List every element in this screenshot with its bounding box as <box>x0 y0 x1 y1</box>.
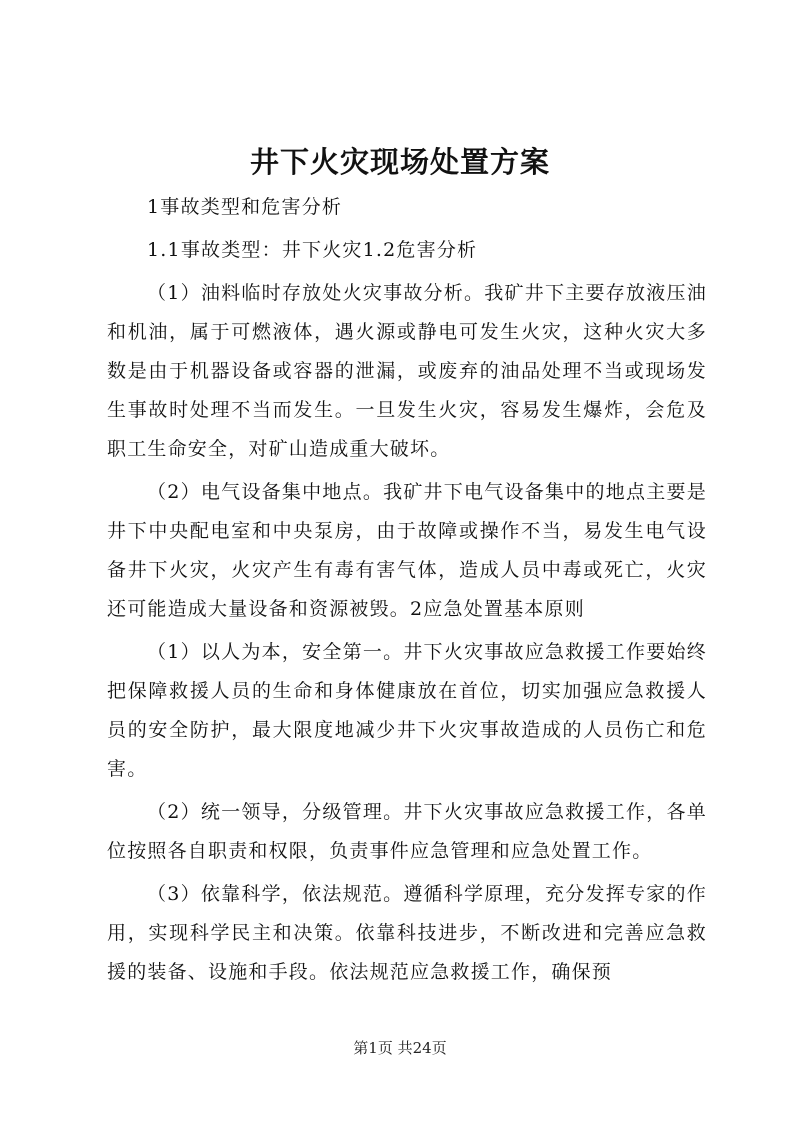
paragraph-oil-storage-fire: （1）油料临时存放处火灾事故分析。我矿井下主要存放液压油和机油，属于可燃液体，遇火源或静电可发生火灾，这种火灾大多数是由于机器设备或容器的泄漏，或废弃的油品处理不当或现场发生事故时处理不当而发生。一旦发生火灾，容易发生爆炸，会危及职工生命安全，对矿山造成重大破坏。 <box>107 282 707 460</box>
document-body <box>107 188 707 996</box>
page-number-footer: 第1页 共24页 <box>353 1039 447 1057</box>
paragraph-rely-on-science: （3）依靠科学，依法规范。遵循科学原理，充分发挥专家的作用，实现科学民主和决策。依靠科技进步，不断改进和完善应急救援的装备、设施和手段。依法规范应急救援工作，确保预 <box>107 883 707 983</box>
paragraph-people-first: （1）以人为本，安全第一。井下火灾事故应急救援工作要始终把保障救援人员的生命和身体健康放在首位，切实加强应急救援人员的安全防护，最大限度地减少井下火灾事故造成的人员伤亡和危害。 <box>107 641 707 780</box>
section-heading-1: 1事故类型和危害分析 <box>147 196 343 218</box>
section-heading-1-1: 1.1事故类型：井下火灾1.2危害分析 <box>147 239 478 261</box>
paragraph-unified-leadership: （2）统一领导，分级管理。井下火灾事故应急救援工作，各单位按照各自职责和权限，负责事件应急管理和应急处置工作。 <box>107 801 707 862</box>
paragraph-electrical-equipment: （2）电气设备集中地点。我矿井下电气设备集中的地点主要是井下中央配电室和中央泵房，由于故障或操作不当，易发生电气设备井下火灾，火灾产生有毒有害气体，造成人员中毒或死亡，火灾还可能造成大量设备和资源被毁。2应急处置基本原则 <box>107 481 707 620</box>
document-title: 井下火灾现场处置方案 <box>249 145 550 179</box>
